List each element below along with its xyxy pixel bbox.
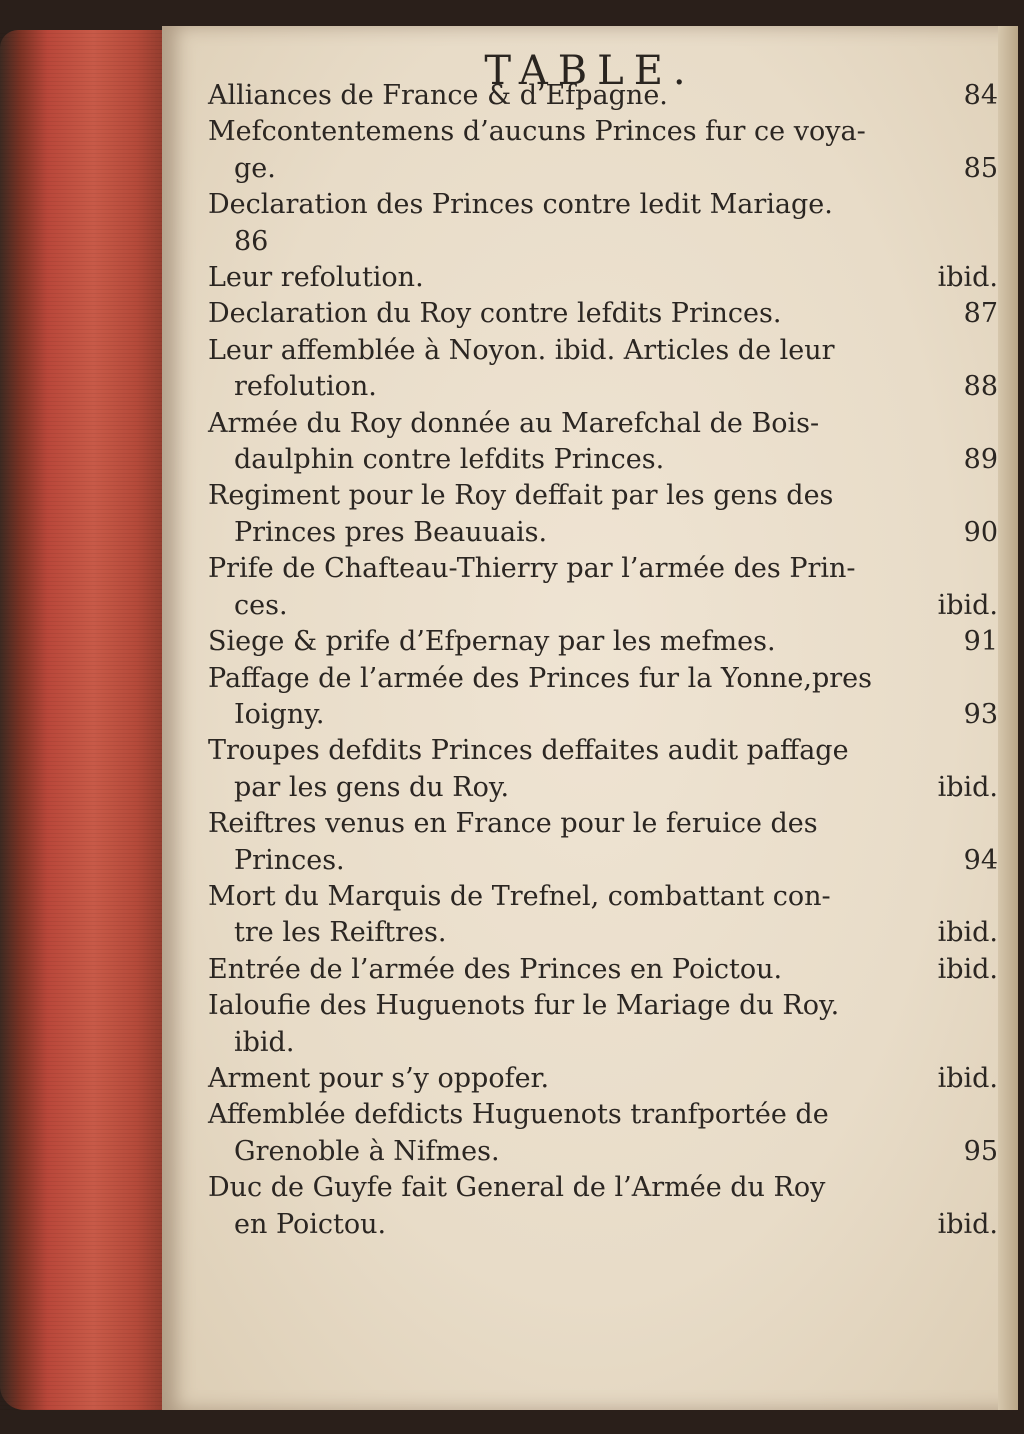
toc-entry-text: Arment pour s’y oppofer. [208, 1062, 550, 1094]
toc-entry [208, 114, 998, 187]
book-page-edges [0, 30, 170, 1410]
toc-entry-line [208, 187, 998, 223]
toc-entry-line [208, 624, 998, 660]
toc-entry [208, 260, 998, 296]
table-of-contents [208, 78, 998, 1243]
toc-entry-text: Grenoble à Nifmes. [234, 1135, 500, 1167]
toc-entry-line [208, 260, 998, 296]
toc-page-number: 93 [963, 698, 998, 730]
toc-entry-line [208, 78, 998, 114]
toc-entry-text: Alliances de France & d’Efpagne. [208, 80, 668, 111]
toc-entry-line [208, 806, 998, 842]
toc-entry-continuation [208, 1025, 998, 1061]
toc-entry-text: daulphin contre lefdits Princes. [234, 444, 665, 476]
toc-entry [208, 551, 998, 624]
page-header: TABLE. [484, 48, 696, 94]
toc-entry [208, 333, 998, 406]
toc-page-number: ibid. [937, 1062, 998, 1094]
toc-entry [208, 988, 998, 1061]
toc-page-number: 85 [963, 152, 998, 184]
toc-entry [208, 406, 998, 479]
toc-entry-text: Declaration des Princes contre ledit Mariage. [208, 189, 833, 221]
page-gutter [998, 26, 1018, 1410]
toc-page-number: 95 [963, 1135, 998, 1167]
toc-entry-text: Leur refolution. [208, 262, 424, 294]
toc-page-number: 94 [963, 844, 998, 876]
toc-entry-line [208, 114, 998, 150]
toc-entry-text: Leur affemblée à Noyon. ibid. Articles de leur [208, 334, 835, 366]
toc-page-number: ibid. [937, 262, 998, 294]
toc-entry-text: Duc de Guyfe fait General de l’Armée du Roy [208, 1172, 826, 1204]
toc-entry-text: par les gens du Roy. [234, 771, 510, 803]
toc-entry [208, 879, 998, 952]
toc-entry [208, 1170, 998, 1243]
toc-entry-line [208, 988, 998, 1024]
toc-entry-continuation [208, 1207, 998, 1243]
toc-page-number: 90 [963, 516, 998, 548]
toc-entry-text: ces. [234, 589, 288, 621]
toc-entry-text: 86 [234, 225, 269, 257]
toc-entry-text: en Poictou. [234, 1208, 387, 1240]
toc-page-number: 84 [963, 80, 998, 111]
toc-entry-text: Princes. [234, 844, 345, 876]
toc-entry-text: Mefcontentemens d’aucuns Princes fur ce voya- [208, 116, 866, 148]
toc-entry-text: Ioigny. [234, 698, 325, 730]
toc-entry-line [208, 551, 998, 587]
toc-page-number: 87 [963, 298, 998, 330]
toc-entry-line [208, 406, 998, 442]
toc-entry-text: Regiment pour le Roy deffait par les gens des [208, 480, 834, 512]
toc-entry-text: Mort du Marquis de Trefnel, combattant con- [208, 880, 831, 912]
toc-page-number: ibid. [937, 917, 998, 949]
toc-entry [208, 952, 998, 988]
toc-entry-continuation [208, 151, 998, 187]
toc-entry [208, 624, 998, 660]
toc-entry-text: refolution. [234, 371, 377, 403]
toc-entry-continuation [208, 915, 998, 951]
toc-entry-text: Ialoufie des Huguenots fur le Mariage du Roy. [208, 990, 840, 1022]
toc-entry [208, 806, 998, 879]
toc-entry-text: ge. [234, 152, 276, 184]
toc-entry-continuation [208, 369, 998, 405]
toc-entry [208, 733, 998, 806]
toc-entry [208, 661, 998, 734]
toc-page-number: ibid. [937, 771, 998, 803]
toc-entry-line [208, 1061, 998, 1097]
toc-entry-text: ibid. [234, 1026, 295, 1058]
toc-entry-continuation [208, 843, 998, 879]
toc-page-number: 91 [963, 626, 998, 658]
toc-page-number: 88 [963, 371, 998, 403]
toc-entry-continuation [208, 770, 998, 806]
toc-entry [208, 187, 998, 260]
toc-page-number: 89 [963, 444, 998, 476]
toc-entry [208, 78, 998, 114]
toc-entry-text: Affemblée defdicts Huguenots tranfportée de [208, 1099, 829, 1131]
toc-entry-continuation [208, 588, 998, 624]
toc-entry-line [208, 952, 998, 988]
toc-page-number: ibid. [937, 589, 998, 621]
toc-entry-text: Paffage de l’armée des Princes fur la Yonne,pres [208, 662, 873, 694]
toc-entry-line [208, 1097, 998, 1133]
toc-entry-continuation [208, 1134, 998, 1170]
toc-entry-line [208, 1170, 998, 1206]
toc-entry [208, 1097, 998, 1170]
toc-entry-line [208, 333, 998, 369]
toc-entry-continuation [208, 515, 998, 551]
toc-entry [208, 1061, 998, 1097]
toc-entry [208, 478, 998, 551]
toc-entry-text: Princes pres Beauuais. [234, 516, 548, 548]
toc-entry-continuation [208, 697, 998, 733]
toc-entry-line [208, 733, 998, 769]
toc-entry-text: Prife de Chafteau-Thierry par l’armée des Prin- [208, 553, 856, 585]
toc-entry-continuation [208, 224, 998, 260]
toc-entry-text: tre les Reiftres. [234, 917, 447, 949]
toc-page-number: ibid. [937, 1208, 998, 1240]
toc-entry-text: Armée du Roy donnée au Marefchal de Bois- [208, 407, 820, 439]
toc-entry-text: Entrée de l’armée des Princes en Poictou. [208, 953, 783, 985]
toc-entry-text: Reiftres venus en France pour le feruice des [208, 808, 818, 840]
toc-entry-line [208, 296, 998, 332]
toc-entry-line [208, 661, 998, 697]
toc-entry-text: Siege & prife d’Efpernay par les mefmes. [208, 626, 776, 658]
toc-entry-line [208, 478, 998, 514]
toc-entry-continuation [208, 442, 998, 478]
toc-page-number: ibid. [937, 953, 998, 985]
toc-entry-text: Troupes defdits Princes deffaites audit paffage [208, 735, 849, 767]
toc-entry-text: Declaration du Roy contre lefdits Princes. [208, 298, 782, 330]
toc-entry [208, 296, 998, 332]
toc-entry-line [208, 879, 998, 915]
